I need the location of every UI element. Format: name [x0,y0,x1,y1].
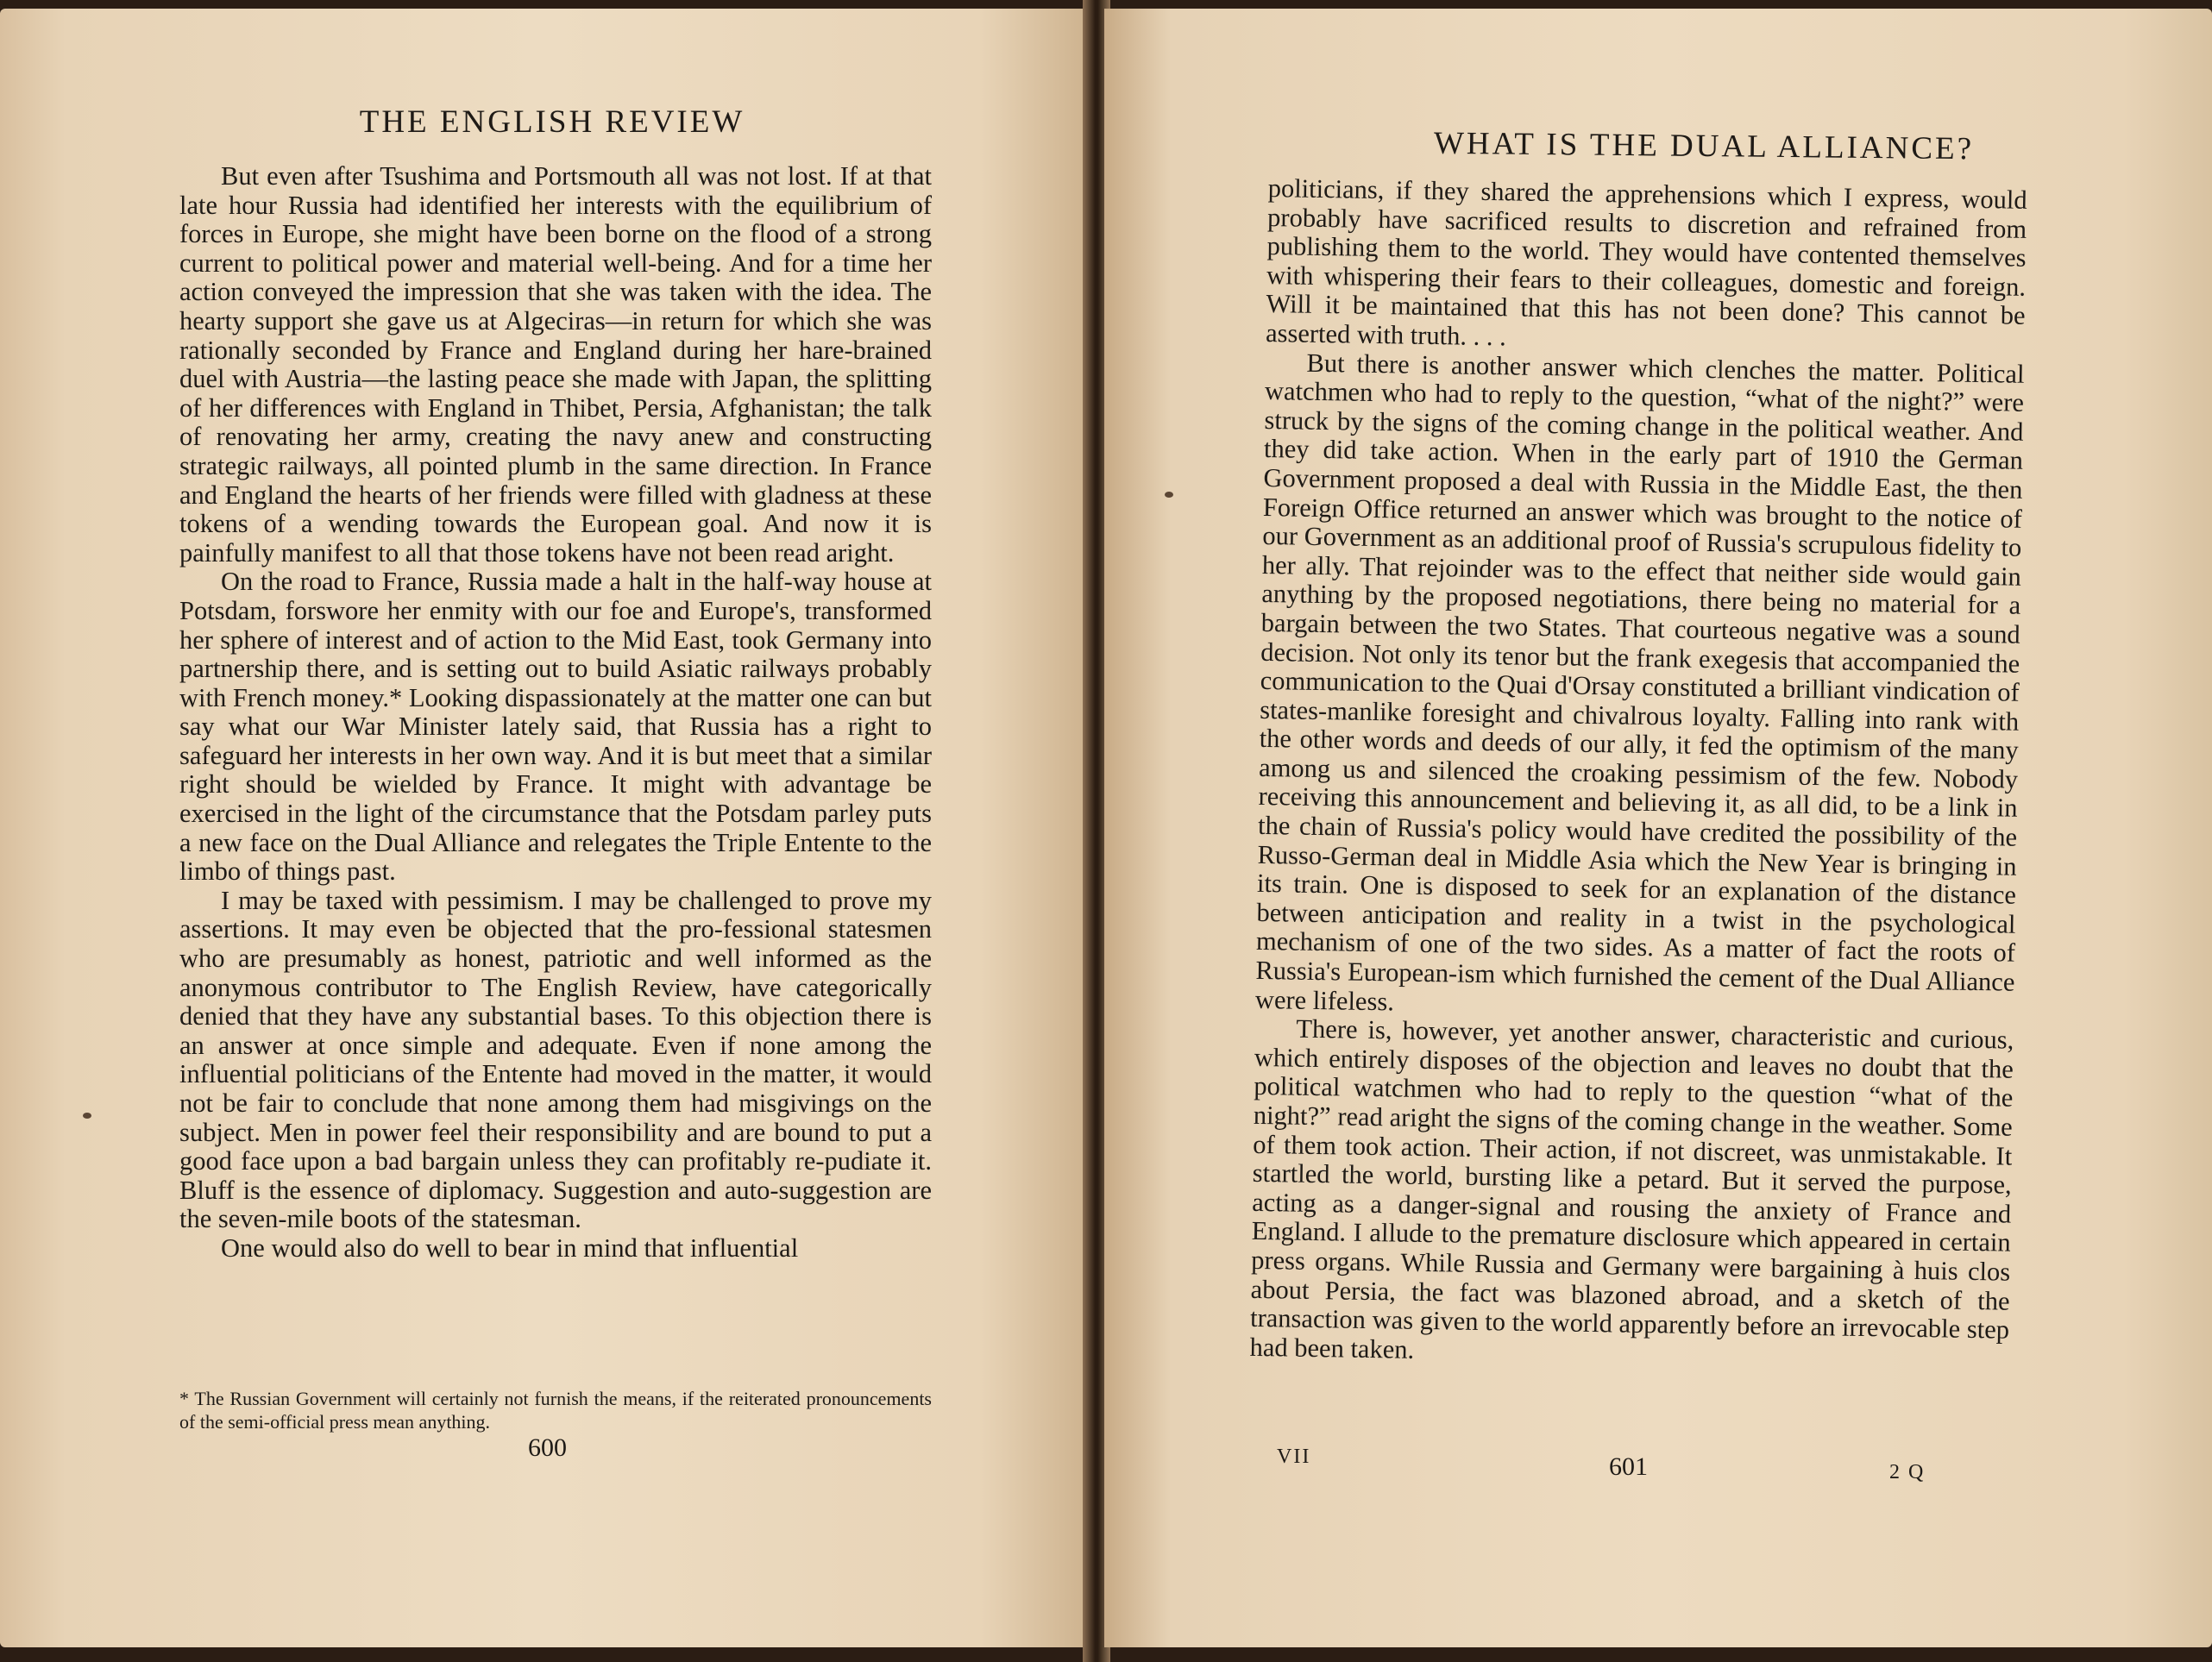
paper-speck [1165,492,1173,498]
paper-speck [83,1113,91,1119]
signature-volume: VII [1277,1446,1311,1468]
running-header: THE ENGLISH REVIEW [359,104,745,140]
paragraph: But even after Tsushima and Portsmouth all was not lost. If at that late hour Russia had identified her interests with the equilibrium of forces in Europe, she might have been borne on the flood of a strong current to political power and material well-being. And for a time her action conveyed the impression that she was taken with the idea. The hearty support she gave us at Algeciras—in return for which she was rationally seconded by France and England during her hare-brained duel with Austria—the lasting peace she made with Japan, the splitting of her differences with England in Thibet, Persia, Afghanistan; the talk of renovating her army, creating the navy anew and constructing strategic railways, all pointed plumb in the same direction. In France and England the hearts of her friends were filled with gladness at these tokens of a wending towards the European goal. And now it is painfully manifest to all that those tokens have not been read aright. [179,161,932,568]
body-text [179,162,932,1264]
paragraph: politicians, if they shared the apprehensions which I express, would probably have sacrificed results to discretion and refrained from publishing them to the world. They would have contented themselves with whispering their fears to their colleagues, domestic and foreign. Will it be maintained that this has not been done? This cannot be asserted with truth. . . . [1265,173,2027,352]
paragraph: There is, however, yet another answer, characteristic and curious, which entirely disposes of the objection and leaves no doubt that the political watchmen who had to reply to the question “what of the night?” read aright the signs of the coming change in the weather. Some of them took action. Their action, if not discreet, was unmistakable. It startled the world, bursting like a petard. But it served the purpose, acting as a danger-signal and rousing the anxiety of France and England. I allude to the premature disclosure which appeared in certain press organs. While Russia and Germany were bargaining à huis clos about Persia, the fact was blazoned abroad, and a sketch of the transaction was given to the world apparently before an irrevocable step had been taken. [1249,1013,2014,1364]
right-page [1104,9,2212,1647]
page-number: 600 [528,1433,567,1462]
paragraph: But there is another answer which clenches the matter. Political watchmen who had to reply to the question, “what of the night?” were struck by the signs of the coming change in the political weather. And they did take action. When in the early part of 1910 the German Government proposed a deal with Russia in the Middle East, the then Foreign Office returned an answer which was brought to the notice of our Government as an additional proof of Russia's scrupulous fidelity to her ally. That rejoinder was to the effect that neither side would gain anything by the proposed negotiations, there being no material for a bargain between the two States. That courteous negative was a sound decision. Not only its tenor but the frank exegesis that accompanied the communication to the Quai d'Orsay constituted a brilliant vindication of states-manlike foresight and chivalrous loyalty. Falling into rank with the other words and deeds of our ally, it fed the optimism of the many among us and silenced the croaking pessimism of the few. Nobody receiving this announcement and believing it, as all did, to be a link in the chain of Russia's policy would have credited the possibility of the Russo-German deal in Middle Asia which the New Year is bringing in its train. One is disposed to seek for an explanation of the distance between anticipation and reality in a twist in the psychological mechanism of one of the two sides. As a matter of fact the roots of Russia's European-ism which furnished the cement of the Dual Alliance were lifeless. [1254,348,2025,1017]
paragraph: On the road to France, Russia made a halt in the half-way house at Potsdam, forswore her enmity with our foe and Europe's, transformed her sphere of interest and of action to the Mid East, took Germany into partnership there, and is setting out to build Asiatic railways probably with French money.* Looking dispassionately at the matter one can but say what our War Minister lately said, that Russia has a right to safeguard her interests in her own way. And it is but meet that a similar right should be wielded by France. It might with advantage be exercised in the light of the circumstance that the Potsdam parley puts a new face on the Dual Alliance and relegates the Triple Entente to the limbo of things past. [179,567,932,887]
paragraph: I may be taxed with pessimism. I may be challenged to prove my assertions. It may even be objected that the pro-fessional statesmen who are presumably as honest, patriotic and well informed as the anonymous contributor to The English Review, have categorically denied that they have any substantial bases. To this objection there is an answer at once simple and adequate. Even if none among the influential politicians of the Entente had moved in the matter, it would not be fair to conclude that none among them had misgivings on the subject. Men in power feel their responsibility and are bound to put a good face upon a bad bargain unless they can profitably re-pudiate it. Bluff is the essence of diplomacy. Suggestion and auto-suggestion are the seven-mile boots of the statesman. [179,885,932,1234]
page-number: 601 [1609,1452,1648,1481]
signature-mark: 2 Q [1889,1461,1926,1483]
paragraph: One would also do well to bear in mind that influential [221,1232,799,1263]
running-header: WHAT IS THE DUAL ALLIANCE? [1433,125,1975,167]
footnote: * The Russian Government will certainly not furnish the means, if the reiterated pronouncements of the semi-official press mean anything. [179,1388,932,1433]
left-page [0,9,1089,1647]
body-text [1249,174,2027,1374]
